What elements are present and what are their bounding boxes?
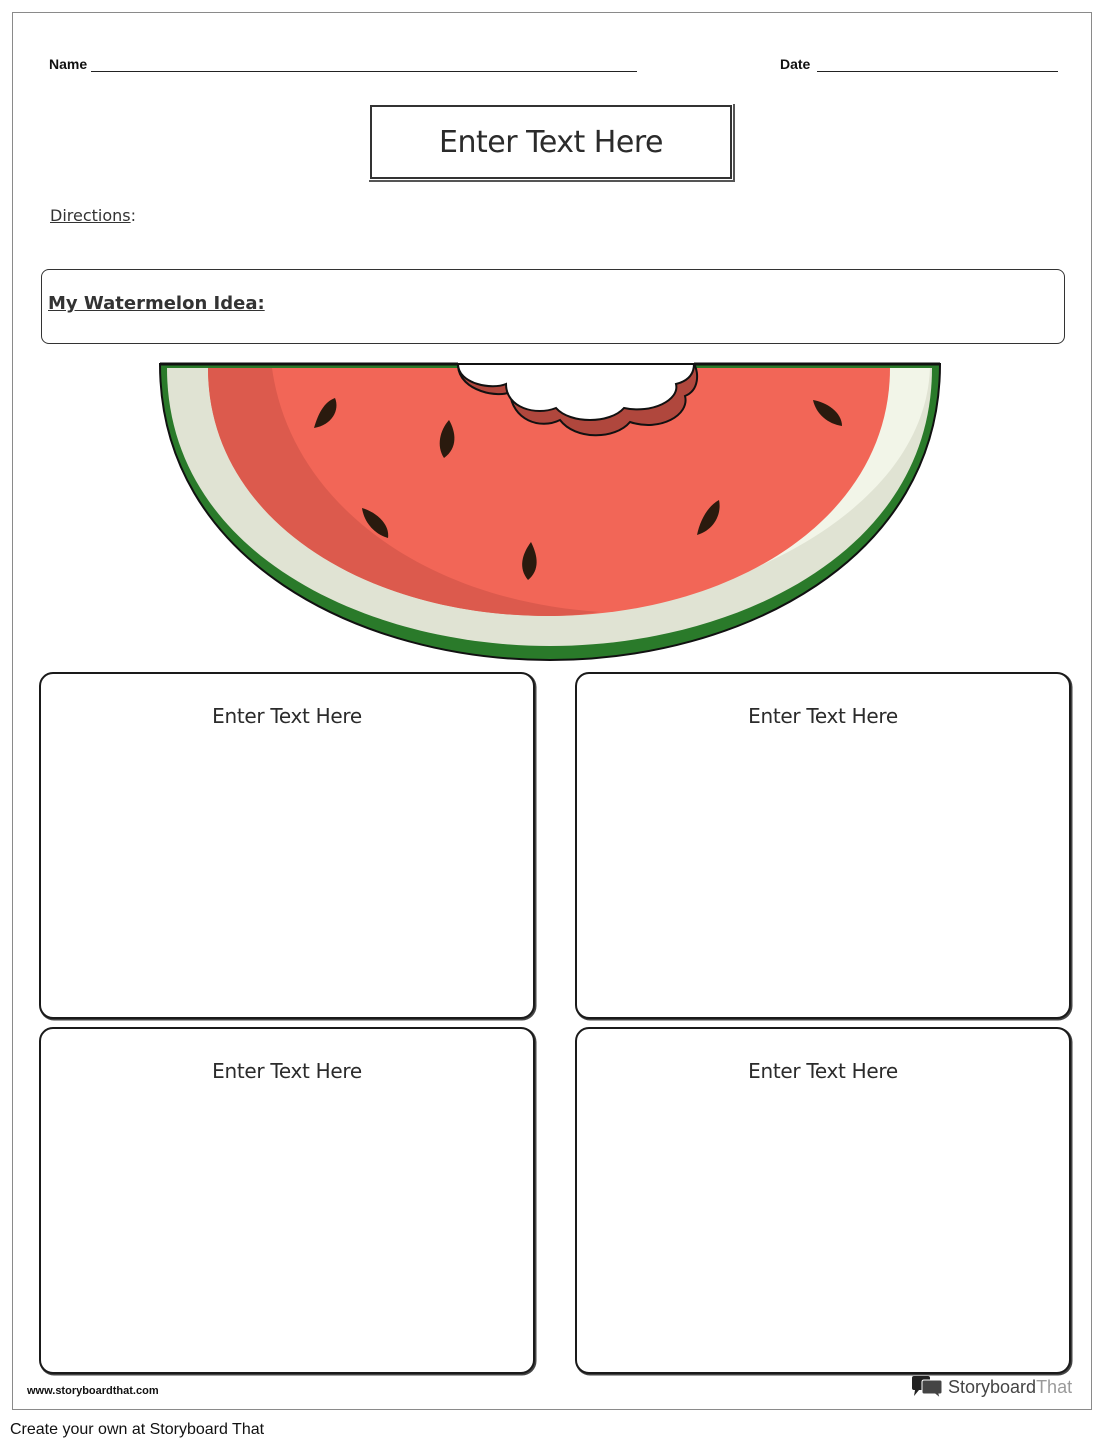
- brand-name-light: That: [1036, 1376, 1073, 1397]
- storyboardthat-logo[interactable]: [910, 1375, 1072, 1399]
- footer-credit[interactable]: Create your own at Storyboard That: [10, 1421, 265, 1438]
- date-label: Date: [780, 56, 811, 72]
- name-label: Name: [49, 56, 88, 72]
- watermelon-illustration: [0, 0, 1107, 680]
- brand-name: [948, 1377, 1072, 1398]
- watermelon-idea-label: My Watermelon Idea:: [48, 293, 265, 314]
- title-text: Enter Text Here: [439, 124, 663, 160]
- speech-bubbles-icon: [910, 1375, 944, 1399]
- directions-text: Directions: [50, 206, 131, 225]
- text-panel-2[interactable]: [575, 672, 1071, 1019]
- text-panel-3[interactable]: [39, 1027, 535, 1374]
- text-panel-1[interactable]: [39, 672, 535, 1019]
- brand-name-dark: Storyboard: [948, 1376, 1037, 1397]
- panel-title: Enter Text Here: [212, 1059, 362, 1083]
- site-url[interactable]: www.storyboardthat.com: [27, 1385, 159, 1397]
- text-panel-4[interactable]: [575, 1027, 1071, 1374]
- panel-title: Enter Text Here: [212, 704, 362, 728]
- panel-title: Enter Text Here: [748, 1059, 898, 1083]
- panel-title: Enter Text Here: [748, 704, 898, 728]
- directions-colon: :: [130, 206, 137, 225]
